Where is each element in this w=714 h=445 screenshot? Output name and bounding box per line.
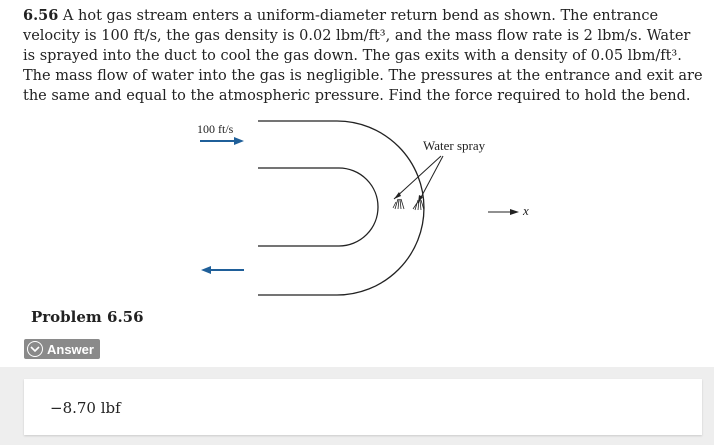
answer-toggle-button[interactable]: [24, 339, 100, 359]
answer-card: [24, 379, 702, 435]
answer-button-label: Answer: [47, 341, 94, 357]
problem-number: 6.56: [23, 7, 59, 24]
outlet-velocity-arrow: [201, 266, 244, 274]
inlet-velocity-arrow: [200, 137, 244, 145]
x-axis-arrow: [488, 209, 519, 215]
x-axis-label: x: [523, 203, 529, 218]
bend-inner-wall: [258, 168, 378, 246]
answer-value: −8.70 lbf: [50, 399, 121, 417]
answer-panel: [0, 367, 714, 445]
water-spray-label: Water spray: [423, 138, 486, 153]
chevron-down-icon: [27, 341, 43, 357]
figure-caption: Problem 6.56: [31, 308, 144, 326]
velocity-label: 100 ft/s: [197, 122, 234, 136]
problem-body: A hot gas stream enters a uniform-diameter return bend as shown. The entrance velocity is 100 ft/s, the gas density is 0.02 lbm/ft³, and the mass flow rate is 2 lbm/s. Water is sprayed into the duct to cool the gas down. The gas exits with a density of 0.05 lbm/ft³. The mass flow of water into the gas is negligible. The pressures at the entrance and exit are the same and equal to the atmospheric pressure. Find the force required to hold the bend.: [23, 8, 703, 104]
bend-outer-wall: [258, 121, 424, 295]
